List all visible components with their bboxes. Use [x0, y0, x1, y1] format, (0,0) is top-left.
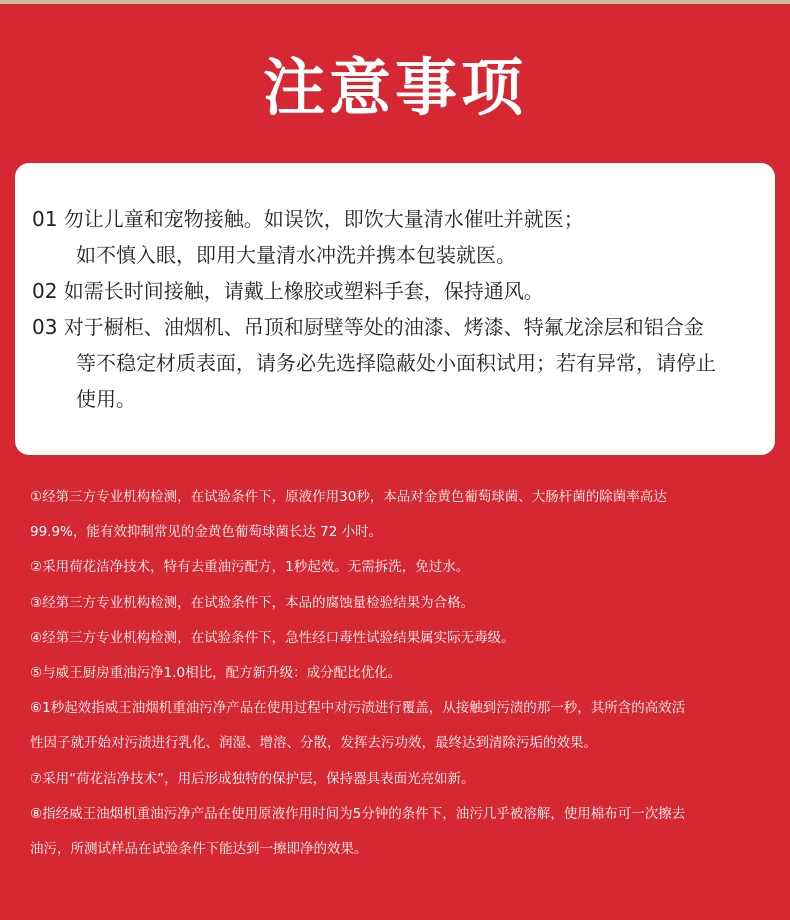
footnote-item-line: 性因子就开始对污渍进行乳化、润湿、增溶、分散，发挥去污功效，最终达到清除污垢的效果。	[30, 735, 597, 752]
footnote-item	[30, 586, 770, 621]
footnote-item-line: ⑧指经威王油烟机重油污净产品在使用原液作用时间为5分钟的条件下，油污几乎被溶解，使用棉布可一次擦去	[30, 805, 686, 822]
footnote-item	[30, 797, 770, 867]
warning-item	[32, 273, 762, 309]
warning-item-line: 使用。	[76, 387, 136, 411]
footnote-item-line: ⑤与威王厨房重油污净1.0相比，配方新升级：成分配比优化。	[30, 664, 402, 681]
warning-item	[32, 309, 762, 417]
warnings-list	[32, 201, 762, 417]
warning-item-line: 01 勿让儿童和宠物接触。如误饮，即饮大量清水催吐并就医；	[32, 207, 584, 231]
footnote-item-line: ④经第三方专业机构检测，在试验条件下，急性经口毒性试验结果属实际无毒级。	[30, 629, 515, 646]
page-title: 注意事项	[262, 51, 527, 124]
footnote-item-line: ②采用荷花洁净技术，特有去重油污配方，1秒起效。无需拆洗，免过水。	[30, 559, 470, 576]
footnote-item	[30, 762, 770, 797]
footnote-item-line: 99.9%，能有效抑制常见的金黄色葡萄球菌长达 72 小时。	[30, 524, 383, 541]
warning-item-line: 02 如需长时间接触，请戴上橡胶或塑料手套，保持通风。	[32, 279, 544, 303]
warning-item	[32, 201, 762, 273]
footnote-item-line: ⑦采用“荷花洁净技术”，用后形成独特的保护层，保持器具表面光亮如新。	[30, 770, 475, 787]
footnotes-list	[30, 480, 770, 867]
footnote-item-line: ⑥1秒起效指威王油烟机重油污净产品在使用过程中对污渍进行覆盖，从接触到污渍的那一秒，其所含的高效活	[30, 700, 686, 717]
footnote-item	[30, 550, 770, 585]
warning-item-line: 03 对于橱柜、油烟机、吊顶和厨壁等处的油漆、烤漆、特氟龙涂层和铝合金	[32, 315, 704, 339]
footnote-item-line: ③经第三方专业机构检测，在试验条件下，本品的腐蚀量检验结果为合格。	[30, 594, 475, 611]
footnote-item	[30, 480, 770, 550]
warning-item-line: 如不慎入眼，即用大量清水冲洗并携本包装就医。	[76, 243, 516, 267]
warning-item-line: 等不稳定材质表面，请务必先选择隐蔽处小面积试用；若有异常，请停止	[76, 351, 716, 375]
footnote-item	[30, 691, 770, 761]
footnote-item-line: 油污，所测试样品在试验条件下能达到一擦即净的效果。	[30, 840, 368, 857]
footnote-item	[30, 656, 770, 691]
top-border	[0, 0, 790, 4]
warnings-card	[15, 163, 775, 455]
footnote-item	[30, 621, 770, 656]
footnote-item-line: ①经第三方专业机构检测，在试验条件下，原液作用30秒，本品对金黄色葡萄球菌、大肠杆菌的除菌率高达	[30, 489, 667, 505]
